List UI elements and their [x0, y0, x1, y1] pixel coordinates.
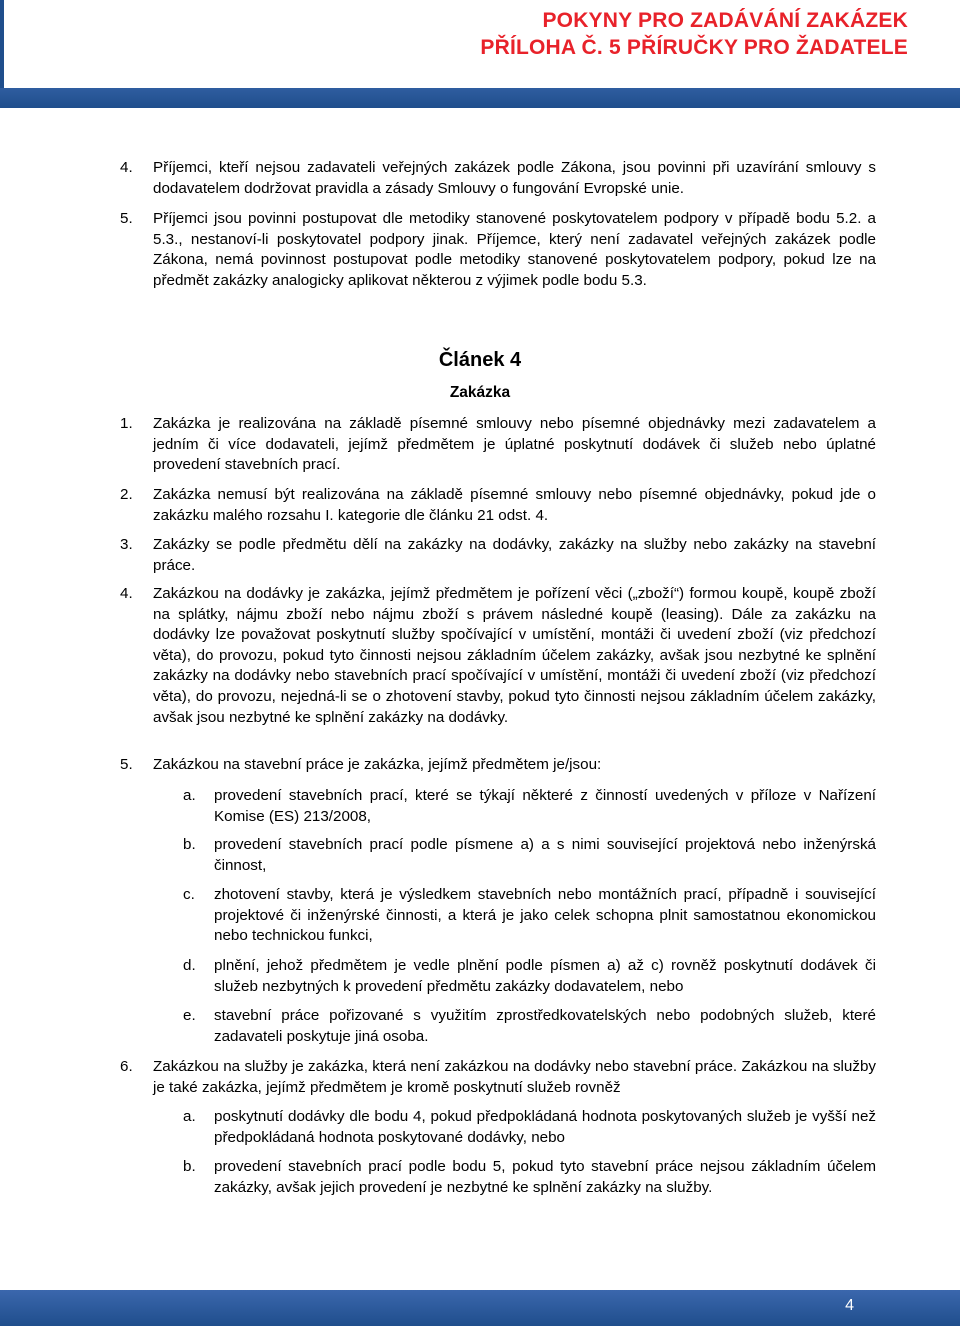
item-number: 3. [120, 536, 133, 553]
sub-item-5a [183, 786, 876, 827]
sub-item-letter: e. [183, 1007, 196, 1024]
item-text: Zakázka nemusí být realizována na základě písemné smlouvy nebo písemné objednávky, pokud jde o zakázku malého rozsahu I. kategorie dle článku 21 odst. 4. [153, 486, 876, 524]
sub-item-5d [183, 956, 876, 997]
list-item-top-4 [120, 158, 876, 199]
sub-item-text: plnění, jehož předmětem je vedle plnění podle písmen a) až c) rovněž poskytnutí dodávek či služeb nezbytných k provedení předmětu zakázky dodavatelem, nebo [214, 957, 876, 995]
sub-item-5e [183, 1006, 876, 1047]
sub-item-5b [183, 835, 876, 876]
item-text: Příjemci, kteří nejsou zadavateli veřejných zakázek podle Zákona, jsou povinni při uzavírání smlouvy s dodavatelem dodržovat pravidla a zásady Smlouvy o fungování Evropské unie. [153, 159, 876, 197]
sub-item-letter: d. [183, 957, 196, 974]
list-item-4 [120, 584, 876, 728]
sub-item-6a [183, 1107, 876, 1148]
sub-item-text: poskytnutí dodávky dle bodu 4, pokud předpokládaná hodnota poskytovaných služeb je vyšší než předpokládaná hodnota poskytované dodávky, nebo [214, 1108, 876, 1146]
header-title-line2: PŘÍLOHA Č. 5 PŘÍRUČKY PRO ŽADATELE [480, 36, 908, 59]
list-item-1 [120, 414, 876, 476]
sub-item-letter: b. [183, 1158, 196, 1175]
list-item-6 [120, 1057, 876, 1098]
item-number: 5. [120, 756, 133, 773]
sub-item-text: provedení stavebních prací podle písmene a) a s nimi související projektová nebo inženýrská činnost, [214, 836, 876, 874]
sub-item-5c [183, 885, 876, 947]
list-item-3 [120, 535, 876, 576]
item-number: 6. [120, 1058, 133, 1075]
item-text: Zakázky se podle předmětu dělí na zakázky na dodávky, zakázky na služby nebo zakázky na stavební práce. [153, 536, 876, 574]
item-text: Příjemci jsou povinni postupovat dle metodiky stanovené poskytovatelem podpory v případě bodu 5.2. a 5.3., nestanoví-li poskytovatel podpory jinak. Příjemce, který není zadavatel veřejných zakázek podle Zákona, nemá povinnost postupovat podle metodiky stanovené poskytovatelem podpory, pokud lze na předmět zakázky analogicky aplikovat některou z výjimek podle bodu 5.3. [153, 210, 876, 289]
item-number: 2. [120, 486, 133, 503]
item-number: 1. [120, 415, 133, 432]
sub-item-text: provedení stavebních prací, které se týkají některé z činností uvedených v příloze v Nařízení Komise (ES) 213/2008, [214, 787, 876, 825]
sub-item-6b [183, 1157, 876, 1198]
article-subtitle: Zakázka [449, 384, 511, 401]
sub-item-letter: a. [183, 787, 196, 804]
item-number: 4. [120, 159, 133, 176]
sub-item-text: provedení stavebních prací podle bodu 5, pokud tyto stavební práce nejsou základním účelem zakázky, avšak jejich provedení je nezbytné ke splnění zakázky na služby. [214, 1158, 876, 1196]
item-number: 4. [120, 585, 133, 602]
sub-item-letter: b. [183, 836, 196, 853]
item-number: 5. [120, 210, 133, 227]
list-item-2 [120, 485, 876, 526]
item-text: Zakázkou na dodávky je zakázka, jejímž předmětem je pořízení věci („zboží“) formou koupě, koupě zboží na splátky, nájmu zboží nebo nájmu zboží s právem následné koupě (leasing). Dále za zakázku na dodávky lze považovat poskytnutí služby spočívající v umístění, montáži či uvedení zboží (viz předchozí věta), do provozu, pokud tyto činnosti nejsou základním účelem zakázky, avšak jsou nezbytné ke splnění zakázky na dodávky nebo stavebních prací spočívající v umístění, montáži či uvedení zboží (viz předchozí věta), do provozu, nejedná-li se o zhotovení stavby, pokud tyto činnosti nejsou základním účelem zakázky, avšak jsou nezbytné ke splnění zakázky na dodávky. [153, 585, 876, 726]
list-item-top-5 [120, 209, 876, 291]
list-item-5 [120, 755, 876, 776]
header-blue-band [0, 88, 960, 108]
item-text: Zakázkou na stavební práce je zakázka, jejímž předmětem je/jsou: [153, 756, 602, 773]
article-title: Článek 4 [438, 349, 522, 371]
sub-item-text: zhotovení stavby, která je výsledkem stavebních nebo montážních prací, případně i související projektové či inženýrské činnosti, a která je jako celek schopna plnit samostatnou ekonomickou nebo technickou funkci, [214, 886, 876, 945]
page-number: 4 [845, 1297, 854, 1314]
sub-item-letter: c. [183, 886, 195, 903]
sub-item-text: stavební práce pořizované s využitím zprostředkovatelských nebo podobných služeb, které zadavateli poskytuje jiná osoba. [214, 1007, 876, 1045]
header-title-line1: POKYNY PRO ZADÁVÁNÍ ZAKÁZEK [542, 9, 908, 32]
sub-item-letter: a. [183, 1108, 196, 1125]
item-text: Zakázka je realizována na základě písemné smlouvy nebo písemné objednávky mezi zadavatelem a jedním či více dodavateli, jejímž předmětem je úplatné poskytnutí dodávek či služeb nebo úplatné provedení stavebních prací. [153, 415, 876, 474]
page-footer [0, 1290, 960, 1326]
item-text: Zakázkou na služby je zakázka, která není zakázkou na dodávky nebo stavební práce. Zakázkou na služby je také zakázka, jejímž předmětem je kromě poskytnutí služeb rovněž [153, 1058, 876, 1096]
